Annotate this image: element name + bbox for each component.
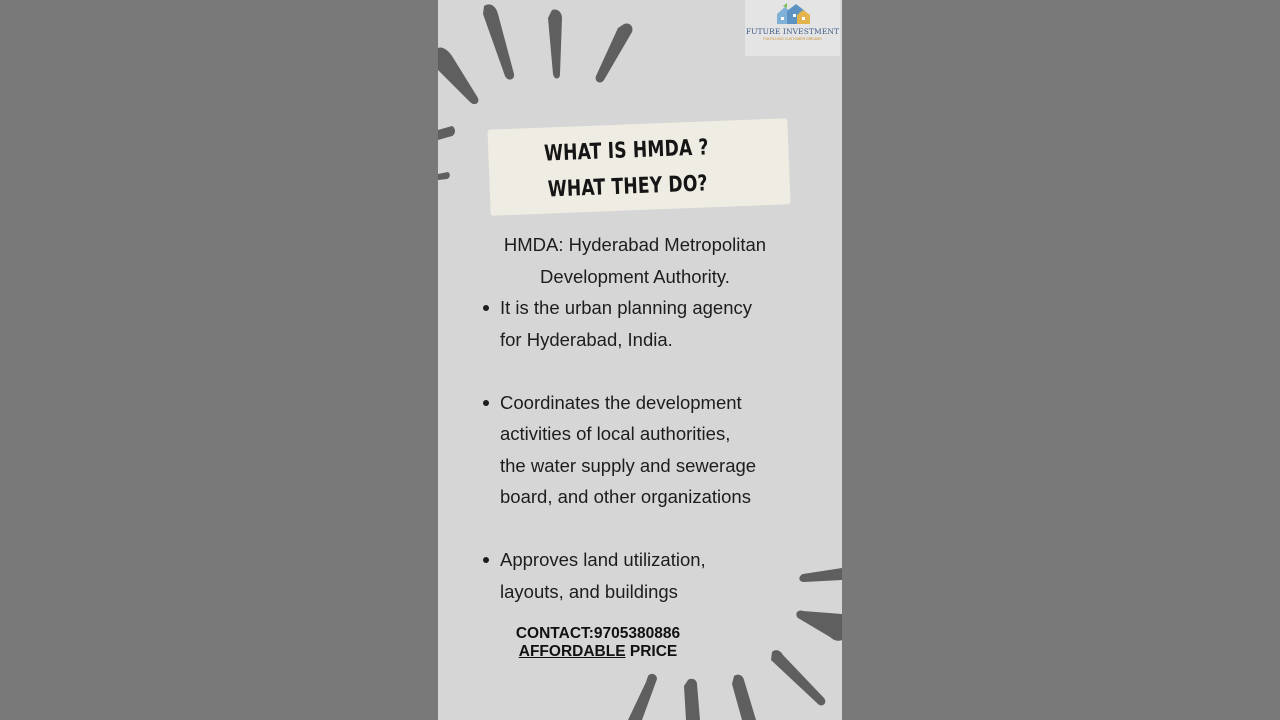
title-line-2: WHAT THEY DO?	[547, 171, 709, 203]
bullet-line: board, and other organizations	[500, 486, 751, 507]
list-item	[482, 292, 812, 355]
bullet-line: layouts, and buildings	[500, 580, 678, 602]
bullet-line: activities of local authorities,	[500, 423, 731, 444]
bullet-line: It is the urban planning agency	[500, 297, 752, 318]
bullet-line: Approves land utilization,	[500, 549, 706, 570]
ray-top-left-1	[438, 47, 478, 104]
contact-number: CONTACT:9705380886	[515, 625, 681, 642]
logo-tagline: FULFILLING CUSTOMER DREAMS	[763, 37, 822, 41]
bullet-line: the water supply and sewerage	[500, 454, 757, 476]
right-background	[842, 0, 1280, 720]
ray-top-left-3	[438, 172, 450, 180]
definition-line-1: HMDA: Hyderabad Metropolitan	[503, 234, 767, 255]
bullet-line: Coordinates the development	[500, 391, 742, 413]
ray-top-1	[483, 4, 514, 79]
hmda-definition	[478, 229, 792, 292]
contact-block	[438, 625, 758, 661]
ray-top-3	[596, 23, 633, 82]
list-item	[482, 387, 812, 513]
ray-bottom-4	[732, 675, 756, 720]
house-logo-icon	[773, 2, 813, 26]
info-card	[438, 0, 842, 720]
affordable-word: AFFORDABLE	[518, 643, 626, 660]
bullet-list	[482, 292, 812, 639]
list-item	[482, 544, 812, 607]
logo-brand-name: FUTURE INVESTMENT	[745, 27, 840, 36]
bullet-icon	[483, 400, 489, 406]
ray-bottom-3	[771, 650, 825, 705]
ray-bottom-5	[684, 679, 700, 720]
ray-top-left-2	[438, 126, 455, 140]
bullet-icon	[483, 305, 489, 311]
left-background	[0, 0, 438, 720]
ray-top-2	[548, 9, 562, 78]
bullet-icon	[483, 557, 489, 563]
future-investment-logo	[745, 0, 840, 56]
definition-line-2: Development Authority.	[540, 265, 730, 287]
affordable-price	[438, 643, 758, 661]
price-word: PRICE	[629, 643, 678, 660]
bullet-line: for Hyderabad, India.	[500, 328, 673, 350]
title-card	[487, 118, 790, 215]
title-line-1: WHAT IS HMDA ?	[543, 135, 710, 167]
ray-bottom-6	[628, 674, 657, 720]
